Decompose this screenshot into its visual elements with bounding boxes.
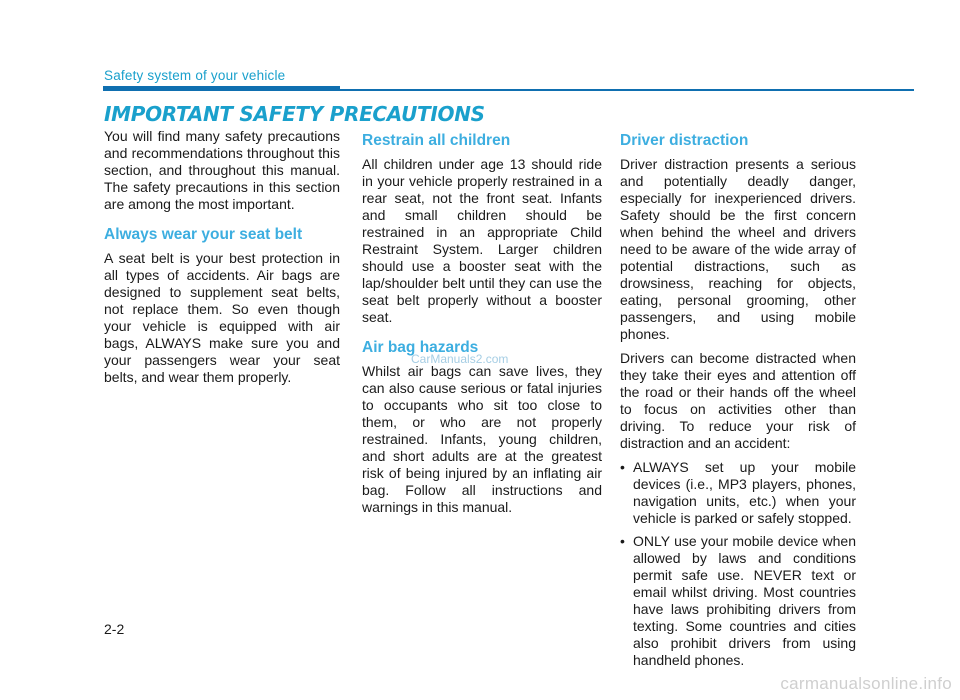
list-item-text: ALWAYS set up your mobile devices (i.e., MP3 players, phones, navigation units, etc.) when your vehicle is parked or safely stopped.	[633, 459, 856, 526]
intro-paragraph: You will find many safety precautions and recommendations throughout this section, and throughout this manual. The safety precautions in this section are among the most important.	[104, 128, 340, 212]
seat-belt-paragraph: A seat belt is your best protection in all types of accidents. Air bags are designed to supplement seat belts, not replace them. So even though your vehicle is equipped with air bags, ALWAYS make sure you and your passengers wear your seat belts, and wear them properly.	[104, 250, 340, 385]
footer-url[interactable]: carmanualsonline.info	[780, 674, 952, 693]
page-number: 2-2	[104, 621, 125, 637]
column-3	[620, 128, 856, 675]
header-rule-thick	[103, 86, 340, 91]
list-item	[620, 533, 856, 669]
column-2	[362, 128, 602, 523]
watermark: CarManuals2.com	[411, 352, 509, 366]
seat-belt-heading: Always wear your seat belt	[104, 226, 303, 243]
bullet-symbol: •	[620, 459, 625, 475]
airbag-heading: Air bag hazards	[362, 339, 479, 356]
header-rule-thin	[340, 89, 914, 91]
children-heading: Restrain all children	[362, 132, 511, 149]
distraction-bullet-list	[620, 459, 856, 669]
list-item-text: ONLY use your mobile device when allowed by laws and conditions permit safe use. NEVER text or email whilst driving. Most countries have laws prohibiting drivers from texting. Some countries and cities also prohibit drivers from using handheld phones.	[633, 533, 856, 668]
airbag-paragraph: Whilst air bags can save lives, they can also cause serious or fatal injuries to occupants who sit too close to them, or who are not properly restrained. Infants, young children, and short adults are at the greatest risk of being injured by an inflating air bag. Follow all instructions and warnings in this manual.	[362, 363, 602, 515]
distraction-heading: Driver distraction	[620, 132, 749, 149]
children-paragraph: All children under age 13 should ride in your vehicle properly restrained in a rear seat, not the front seat. Infants and small children should be restrained in an appropriate Child Restraint System. Larger children should use a booster seat with the lap/shoulder belt until they can use the seat belt properly without a booster seat.	[362, 156, 602, 325]
list-item	[620, 459, 856, 527]
section-label: Safety system of your vehicle	[104, 68, 286, 83]
distraction-paragraph-2: Drivers can become distracted when they take their eyes and attention off the road or their hands off the wheel to focus on activities other than driving. To reduce your risk of distraction and an accident:	[620, 350, 856, 451]
bullet-symbol: •	[620, 533, 625, 549]
page-title: IMPORTANT SAFETY PRECAUTIONS	[104, 102, 485, 126]
column-1	[104, 128, 340, 393]
distraction-paragraph-1: Driver distraction presents a serious and potentially deadly danger, especially for inexperienced drivers. Safety should be the first concern when behind the wheel and drivers need to be aware of the wide array of potential distractions, such as drowsiness, reaching for objects, eating, personal grooming, other passengers, and using mobile phones.	[620, 156, 856, 342]
